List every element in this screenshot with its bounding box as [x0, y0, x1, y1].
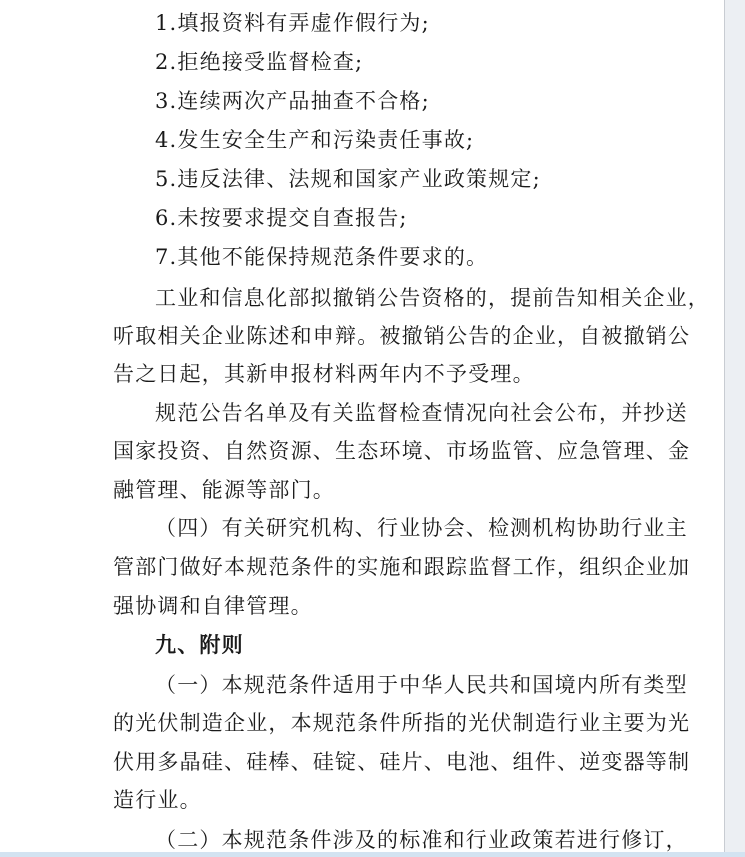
paragraph-publish-line-1: 规范公告名单及有关监督检查情况向社会公布，并抄送 [155, 401, 688, 425]
paragraph-revoke-line-1: 工业和信息化部拟撤销公告资格的，提前告知相关企业， [155, 286, 710, 310]
paragraph-4-line-1: （四）有关研究机构、行业协会、检测机构协助行业主 [155, 516, 688, 540]
section-heading: 九、附则 [155, 633, 244, 657]
appendix-1-line-1: （一）本规范条件适用于中华人民共和国境内所有类型 [155, 673, 688, 697]
list-item-2: 2.拒绝接受监督检查; [155, 50, 364, 74]
paragraph-publish-line-2: 国家投资、自然资源、生态环境、市场监管、应急管理、金 [113, 439, 691, 463]
list-item-1: 1.填报资料有弄虚作假行为; [155, 11, 430, 35]
list-item-3: 3.连续两次产品抽查不合格; [155, 89, 430, 113]
list-item-5: 5.违反法律、法规和国家产业政策规定; [155, 167, 541, 191]
appendix-1-line-2: 的光伏制造企业，本规范条件所指的光伏制造行业主要为光 [113, 711, 691, 735]
appendix-1-line-3: 伏用多晶硅、硅棒、硅锭、硅片、电池、组件、逆变器等制 [113, 750, 691, 774]
paragraph-revoke-line-2: 听取相关企业陈述和申辩。被撤销公告的企业，自被撤销公 [113, 324, 691, 348]
viewer-bottom-strip [0, 852, 745, 857]
appendix-2-line-1: （二）本规范条件涉及的标准和行业政策若进行修订， [155, 828, 688, 852]
paragraph-revoke-line-3: 告之日起，其新申报材料两年内不予受理。 [113, 362, 535, 386]
paragraph-4-line-3: 强协调和自律管理。 [113, 594, 313, 618]
list-item-4: 4.发生安全生产和污染责任事故; [155, 128, 475, 152]
list-item-7: 7.其他不能保持规范条件要求的。 [155, 245, 489, 269]
paragraph-publish-line-3: 融管理、能源等部门。 [113, 478, 335, 502]
page-gutter [725, 0, 745, 852]
list-item-6: 6.未按要求提交自查报告; [155, 206, 408, 230]
appendix-1-line-4: 造行业。 [113, 788, 202, 812]
paragraph-4-line-2: 管部门做好本规范条件的实施和跟踪监督工作，组织企业加 [113, 555, 691, 579]
